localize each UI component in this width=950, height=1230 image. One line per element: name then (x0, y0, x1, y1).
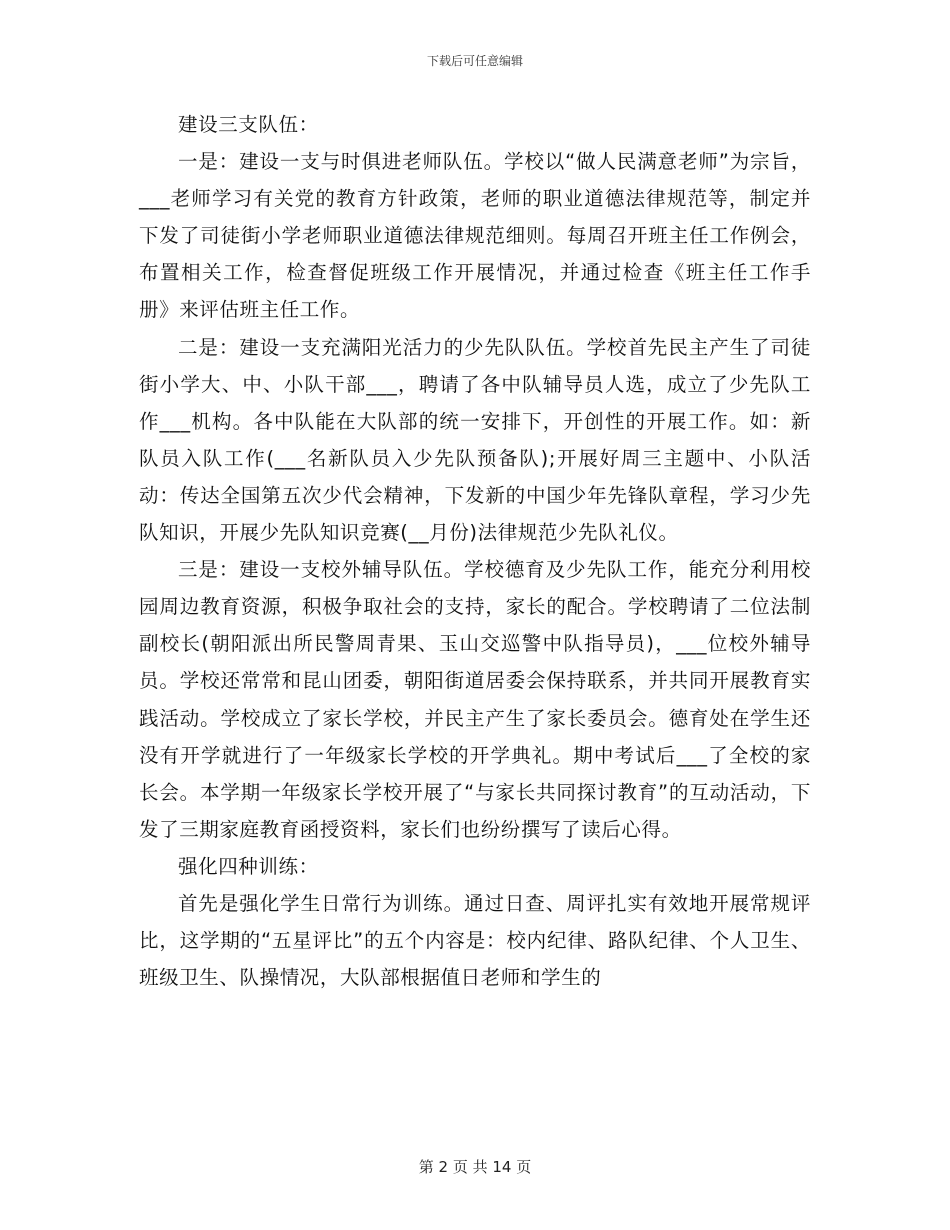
section-heading-three-teams: 建设三支队伍： (178, 113, 319, 136)
section-heading-four-trainings: 强化四种训练： (178, 854, 319, 878)
paragraph-young-pioneers-team: 二是：建设一支充满阳光活力的少先队队伍。学校首先民主产生了司徒街小学大、中、小队干部___，聘请了各中队辅导员人选，成立了少先队工作___机构。各中队能在大队部的统一安排下，开创性的开展工作。如：新队员入队工作(___名新队员入少先队预备队);开展好周三主题中、小队活动：传达全国第五次少代会精神，下发新的中国少年先锋队章程，学习少先队知识，开展少先队知识竞赛(__月份)法律规范少先队礼仪。 (139, 335, 811, 545)
paragraph-external-counselors: 三是：建设一支校外辅导队伍。学校德育及少先队工作，能充分利用校园周边教育资源，积极争取社会的支持，家长的配合。学校聘请了二位法制副校长(朝阳派出所民警周青果、玉山交巡警中队指导员)，___位校外辅导员。学校还常常和昆山团委，朝阳街道居委会保持联系，并共同开展教育实践活动。学校成立了家长学校，并民主产生了家长委员会。德育处在学生还没有开学就进行了一年级家长学校的开学典礼。期中考试后___了全校的家长会。本学期一年级家长学校开展了“与家长共同探讨教育”的互动活动，下发了三期家庭教育函授资料，家长们也纷纷撰写了读后心得。 (139, 558, 811, 841)
paragraph-teacher-team: 一是：建设一支与时俱进老师队伍。学校以“做人民满意老师”为宗旨，___老师学习有关党的教育方针政策，老师的职业道德法律规范等，制定并下发了司徒街小学老师职业道德法律规范细则。每周召开班主任工作例会，布置相关工作，检查督促班级工作开展情况，并通过检查《班主任工作手册》来评估班主任工作。 (139, 150, 811, 322)
page-number: 第 2 页 共 14 页 (418, 1158, 532, 1176)
paragraph-daily-behavior-training: 首先是强化学生日常行为训练。通过日查、周评扎实有效地开展常规评比，这学期的“五星评比”的五个内容是：校内纪律、路队纪律、个人卫生、班级卫生、队操情况，大队部根据值日老师和学生的 (139, 891, 811, 990)
page-header-note: 下载后可任意编辑 (426, 54, 523, 68)
document-body (139, 106, 811, 996)
